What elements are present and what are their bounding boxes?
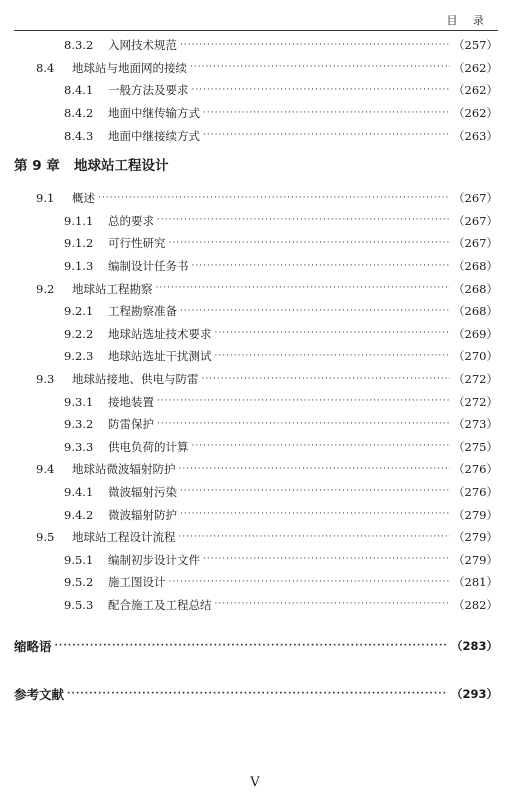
dot-leader [203, 109, 450, 118]
toc-entry [0, 458, 510, 481]
dot-leader [203, 555, 450, 564]
toc-entry-page: （283） [450, 639, 498, 654]
dot-leader [203, 131, 450, 140]
dot-leader [157, 216, 450, 225]
toc-entry-title: 总的要求 [108, 213, 154, 228]
toc-entry [0, 34, 510, 57]
dot-leader [156, 284, 451, 293]
dot-leader [55, 642, 448, 651]
toc-entry-number: 9.3.1 [64, 394, 94, 409]
toc-entry-page: （267） [453, 213, 498, 228]
toc-entry-number: 8.4.1 [64, 83, 94, 98]
toc-entry [0, 390, 510, 413]
toc-entry-page: （272） [453, 372, 498, 387]
toc-entry-number: 8.4 [36, 60, 55, 75]
toc-entry [0, 255, 510, 278]
dot-leader [192, 262, 451, 271]
toc-entry [0, 210, 510, 233]
dot-leader [179, 465, 451, 474]
toc-entry-title: 参考文献 [14, 687, 65, 703]
toc-entry [0, 124, 510, 147]
toc-entry-title: 一般方法及要求 [108, 83, 189, 98]
toc-entry-title: 地球站接地、供电与防雷 [72, 372, 199, 387]
toc-entry [0, 413, 510, 436]
toc-entry-number: 9.4 [36, 462, 55, 477]
toc-entry [0, 548, 510, 571]
dot-leader [180, 307, 450, 316]
dot-leader [180, 41, 450, 50]
toc-entry [0, 571, 510, 594]
dot-leader [157, 397, 450, 406]
toc-entry-title: 地球站微波辐射防护 [72, 462, 176, 477]
toc-entry-page: （279） [453, 530, 498, 545]
toc-entry-title: 地球站选址技术要求 [108, 326, 212, 341]
toc-chapter-heading [0, 149, 510, 179]
toc-entry-page: （268） [453, 259, 498, 274]
toc-entry-number: 9.5.2 [64, 575, 94, 590]
toc-entry [0, 594, 510, 617]
toc-entry-page: （268） [453, 304, 498, 319]
toc-entry-number: 9.5.1 [64, 552, 94, 567]
toc-entry [0, 57, 510, 80]
toc-entry-number: 第 9 章 [14, 157, 60, 174]
running-header: 目 录 [446, 14, 490, 27]
toc-entry-title: 编制初步设计文件 [108, 552, 200, 567]
toc-entry-title: 微波辐射防护 [108, 507, 177, 522]
toc-entry-number: 9.3 [36, 372, 55, 387]
toc-entry-title: 施工图设计 [108, 575, 166, 590]
toc-entry [0, 634, 510, 658]
toc-entry-page: （270） [453, 349, 498, 364]
toc-entry-title: 地球站工程勘察 [72, 281, 153, 296]
toc-entry-title: 可行性研究 [108, 236, 166, 251]
toc-entry-number: 8.4.3 [64, 128, 94, 143]
toc-entry-title: 地球站工程设计流程 [72, 530, 176, 545]
toc-entry-number: 9.3.2 [64, 417, 94, 432]
toc-entry [0, 436, 510, 459]
dot-leader [215, 352, 451, 361]
dot-leader [215, 600, 451, 609]
toc-entry-page: （273） [453, 417, 498, 432]
toc-entry-title: 防雷保护 [108, 417, 154, 432]
page-number: V [250, 775, 260, 790]
toc-entry-page: （262） [453, 83, 498, 98]
toc-entry-number: 9.5 [36, 530, 55, 545]
toc-entry-page: （279） [453, 507, 498, 522]
toc-entry-number: 9.1 [36, 191, 55, 206]
toc-entry [0, 232, 510, 255]
toc-entry-page: （269） [453, 326, 498, 341]
toc-entry-page: （275） [453, 439, 498, 454]
toc-entry-number: 9.2 [36, 281, 55, 296]
dot-leader [169, 578, 451, 587]
toc-entry-page: （279） [453, 552, 498, 567]
dot-leader [192, 442, 451, 451]
toc-entry-number: 9.2.1 [64, 304, 94, 319]
toc-entry [0, 300, 510, 323]
toc-entry-page: （282） [453, 597, 498, 612]
toc-entry-title: 缩略语 [14, 639, 52, 655]
toc-entry [0, 79, 510, 102]
toc-entry-number: 8.4.2 [64, 106, 94, 121]
toc-entry-page: （281） [453, 575, 498, 590]
toc-entry-title: 微波辐射污染 [108, 484, 177, 499]
toc-entry [0, 187, 510, 210]
toc-entry-number: 9.2.3 [64, 349, 94, 364]
toc-entry [0, 345, 510, 368]
toc-entry-number: 9.2.2 [64, 326, 94, 341]
toc-entry-page: （263） [453, 128, 498, 143]
dot-leader [157, 420, 450, 429]
toc-entry-page: （257） [453, 38, 498, 53]
toc-entry-title: 配合施工及工程总结 [108, 597, 212, 612]
dot-leader [180, 510, 450, 519]
dot-leader [192, 86, 451, 95]
dot-leader [215, 329, 451, 338]
toc-entry-number: 9.3.3 [64, 439, 94, 454]
toc-entry-title: 地面中继接续方式 [108, 128, 200, 143]
toc-entry-title: 工程勘察准备 [108, 304, 177, 319]
dot-leader [180, 487, 450, 496]
toc-entry-page: （262） [453, 106, 498, 121]
toc-entry-page: （267） [453, 236, 498, 251]
toc-entry-page: （276） [453, 484, 498, 499]
dot-leader [169, 239, 451, 248]
table-of-contents [0, 34, 510, 706]
toc-entry-title: 地球站工程设计 [74, 157, 169, 174]
dot-leader [202, 375, 451, 384]
dot-leader [98, 194, 450, 203]
toc-entry-title: 地球站与地面网的接续 [72, 60, 187, 75]
header-rule [14, 30, 498, 31]
toc-entry-number: 9.5.3 [64, 597, 94, 612]
toc-entry [0, 481, 510, 504]
toc-entry-number: 9.4.2 [64, 507, 94, 522]
toc-entry-title: 地面中继传输方式 [108, 106, 200, 121]
toc-entry-page: （262） [453, 60, 498, 75]
toc-entry-page: （293） [450, 687, 498, 702]
dot-leader [67, 690, 448, 699]
toc-entry-number: 9.1.3 [64, 259, 94, 274]
dot-leader [179, 533, 451, 542]
toc-entry-number: 9.1.1 [64, 213, 94, 228]
toc-entry-page: （276） [453, 462, 498, 477]
toc-entry [0, 323, 510, 346]
toc-entry [0, 102, 510, 125]
toc-entry-title: 概述 [72, 191, 95, 206]
toc-entry-number: 9.1.2 [64, 236, 94, 251]
toc-entry [0, 682, 510, 706]
toc-entry-number: 9.4.1 [64, 484, 94, 499]
toc-entry [0, 503, 510, 526]
toc-entry [0, 368, 510, 391]
toc-entry-title: 编制设计任务书 [108, 259, 189, 274]
toc-entry-title: 地球站选址干扰测试 [108, 349, 212, 364]
toc-entry-page: （272） [453, 394, 498, 409]
toc-entry-page: （268） [453, 281, 498, 296]
toc-entry-title: 入网技术规范 [108, 38, 177, 53]
toc-entry-title: 接地装置 [108, 394, 154, 409]
toc-entry-page: （267） [453, 191, 498, 206]
dot-leader [190, 63, 450, 72]
toc-entry [0, 526, 510, 549]
toc-entry [0, 277, 510, 300]
toc-entry-number: 8.3.2 [64, 38, 94, 53]
toc-entry-title: 供电负荷的计算 [108, 439, 189, 454]
